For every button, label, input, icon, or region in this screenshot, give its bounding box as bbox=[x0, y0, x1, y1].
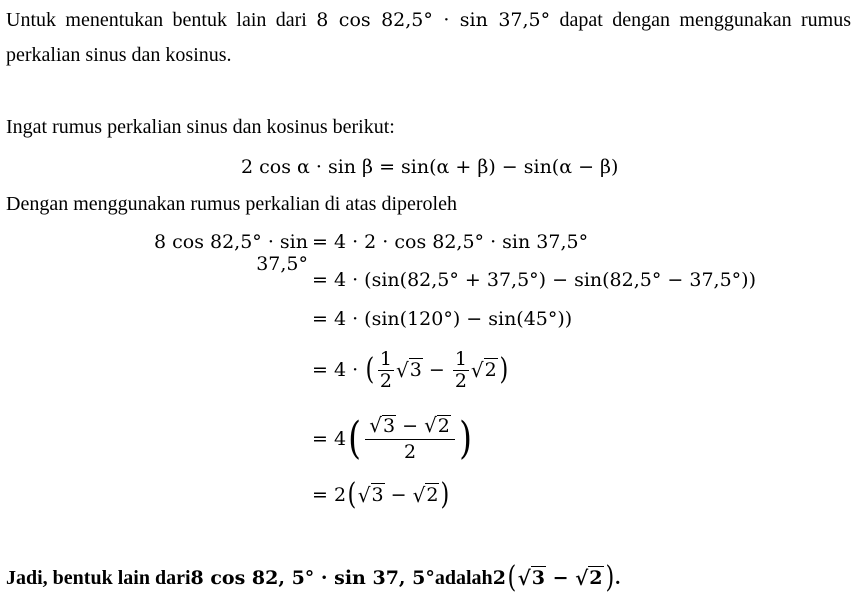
step-4 bbox=[312, 342, 509, 398]
step-2 bbox=[312, 269, 756, 291]
conclusion-text-1: Jadi, bentuk lain dari bbox=[6, 566, 191, 589]
close-paren: ) bbox=[459, 413, 472, 464]
fraction-sqrt-diff: √ 3 − √ 2 2 bbox=[365, 415, 455, 463]
fraction-half-b: $\frac{1}{2}$ bbox=[454, 347, 467, 392]
radical-icon: √ bbox=[396, 358, 409, 382]
sqrt-2: √ 2 bbox=[412, 483, 439, 507]
close-paren: ) bbox=[604, 560, 614, 595]
conclusion-text-2: adalah bbox=[434, 566, 493, 589]
sqrt-3: √ 3 bbox=[396, 358, 422, 382]
step-6-coef: 2 bbox=[333, 484, 347, 506]
open-paren: ( bbox=[348, 413, 362, 464]
step-3-expr: 4 · (sin(120°) − sin(45°)) bbox=[333, 308, 573, 330]
equals-sign: = bbox=[312, 359, 328, 381]
minus-sign: − bbox=[390, 484, 407, 506]
step-4-coef: 4 · bbox=[333, 359, 359, 381]
step-2-expr: 4 · (sin(82,5° + 37,5°) − sin(82,5° − 37,5°)) bbox=[333, 269, 756, 291]
open-paren: ( bbox=[507, 560, 517, 595]
step-6 bbox=[312, 477, 451, 512]
equals-sign: = bbox=[312, 428, 328, 450]
conclusion bbox=[6, 560, 621, 595]
intro-text-2: dapat dengan menggunakan rumus perkalian sinus dan kosinus. bbox=[6, 9, 851, 66]
step-5 bbox=[312, 408, 474, 470]
close-paren: ) bbox=[499, 352, 508, 387]
open-paren: ( bbox=[347, 477, 357, 512]
equals-sign: = bbox=[312, 308, 328, 330]
step-1 bbox=[312, 231, 588, 253]
sqrt-2: √ 2 bbox=[575, 566, 603, 590]
fraction-half-a: $\frac{1}{2}$ bbox=[379, 347, 392, 392]
step-3 bbox=[312, 308, 572, 330]
sqrt-3: √ 3 bbox=[517, 566, 545, 590]
identity-formula: 2 cos α · sin β = sin(α + β) − sin(α − β) bbox=[241, 156, 619, 178]
equals-sign: = bbox=[312, 269, 328, 291]
radical-icon: √ bbox=[517, 566, 531, 590]
steps-lhs: 8 cos 82,5° · sin 37,5° bbox=[154, 231, 308, 275]
minus-sign: − bbox=[428, 359, 445, 381]
minus-sign: − bbox=[552, 567, 569, 589]
radical-icon: √ bbox=[424, 413, 437, 438]
sqrt-2: √ 2 bbox=[424, 413, 450, 438]
minus-sign: − bbox=[402, 415, 419, 438]
recall-text: Ingat rumus perkalian sinus dan kosinus berikut: bbox=[6, 116, 395, 138]
intro-expression: 8 cos 82,5° · sin 37,5° bbox=[316, 9, 551, 31]
radical-icon: √ bbox=[412, 483, 426, 507]
radical-icon: √ bbox=[357, 483, 371, 507]
conclusion-expression: 8 cos 82, 5° · sin 37, 5° bbox=[190, 567, 435, 589]
derive-text: Dengan menggunakan rumus perkalian di atas diperoleh bbox=[6, 193, 457, 215]
step-5-coef: 4 bbox=[333, 428, 347, 450]
radical-icon: √ bbox=[575, 566, 589, 590]
close-paren: ) bbox=[440, 477, 450, 512]
sqrt-2: √ 2 bbox=[470, 358, 497, 382]
equals-sign: = bbox=[312, 484, 328, 506]
radical-icon: √ bbox=[470, 358, 484, 382]
sqrt-3: √ 3 bbox=[357, 483, 384, 507]
open-paren: ( bbox=[365, 352, 375, 387]
conclusion-coef: 2 bbox=[492, 567, 506, 589]
conclusion-period: . bbox=[615, 566, 621, 589]
sqrt-3: √ 3 bbox=[369, 413, 396, 438]
intro-text-1: Untuk menentukan bentuk lain dari bbox=[6, 9, 317, 31]
step-1-expr: 4 · 2 · cos 82,5° · sin 37,5° bbox=[333, 231, 589, 253]
radical-icon: √ bbox=[369, 413, 382, 438]
intro-paragraph bbox=[6, 3, 851, 73]
equals-sign: = bbox=[312, 231, 328, 253]
